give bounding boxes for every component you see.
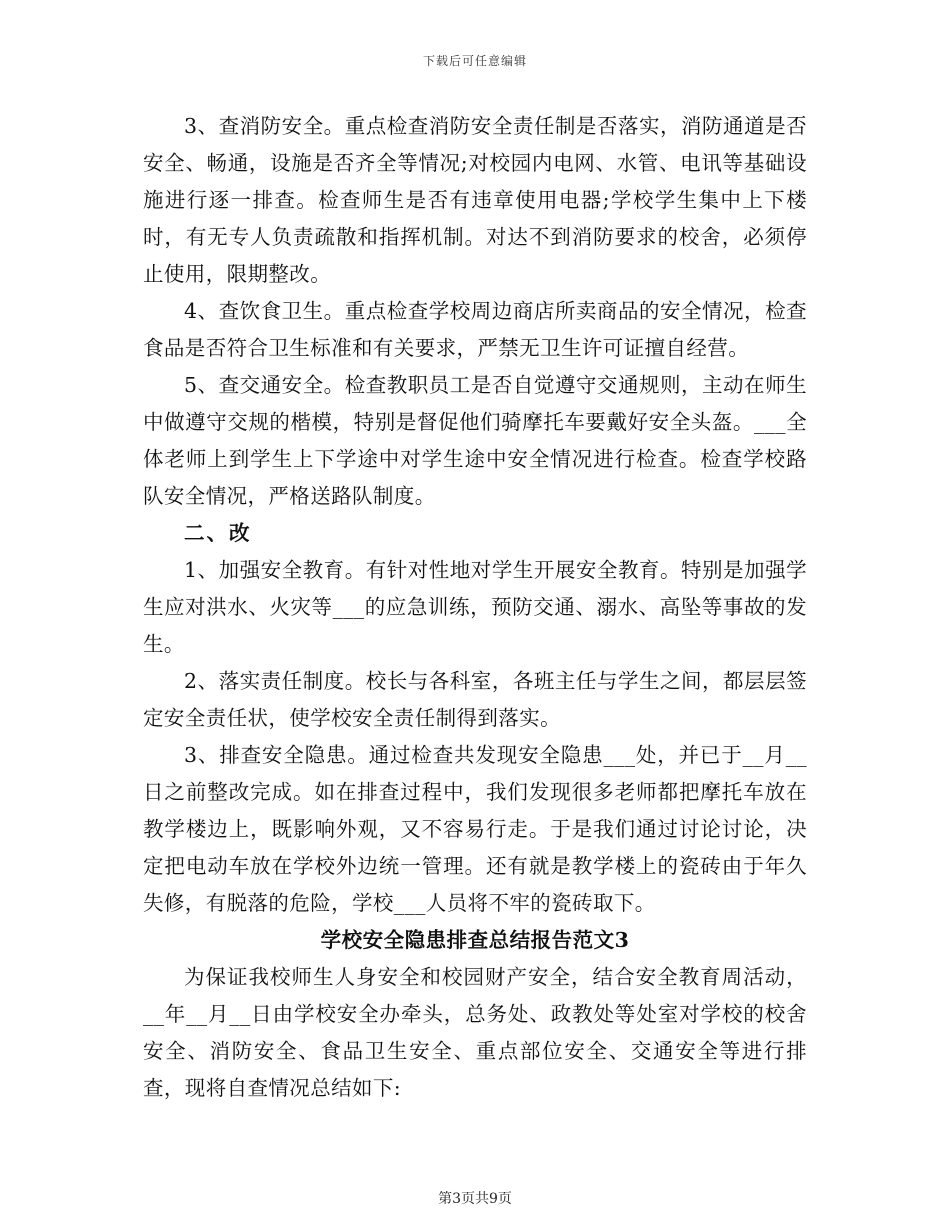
page-header: 下载后可任意编辑	[422, 54, 527, 68]
page-number: 第3页共9页	[438, 1191, 512, 1207]
paragraph-fire-safety: 3、查消防安全。重点检查消防安全责任制是否落实，消防通道是否安全、畅通，设施是否齐全等情况;对校园内电网、水管、电讯等基础设施进行逐一排查。检查师生是否有违章使用电器;学校学生集中上下楼时，有无专人负责疏散和指挥机制。对达不到消防要求的校舍，必须停止使用，限期整改。	[143, 114, 807, 286]
document-body	[143, 108, 807, 1107]
report-title: 学校安全隐患排查总结报告范文3	[320, 928, 630, 952]
paragraph-report-intro: 为保证我校师生人身安全和校园财产安全，结合安全教育周活动，__年__月__日由学校安全办牵头，总务处、政教处等处室对学校的校舍安全、消防安全、食品卫生安全、重点部位安全、交通安全等进行排查，现将自查情况总结如下:	[143, 965, 807, 1100]
paragraph-responsibility-system: 2、落实责任制度。校长与各科室，各班主任与学生之间，都层层签定安全责任状，使学校安全责任制得到落实。	[143, 669, 807, 730]
paragraph-safety-education: 1、加强安全教育。有针对性地对学生开展安全教育。特别是加强学生应对洪水、火灾等___的应急训练，预防交通、溺水、高坠等事故的发生。	[143, 558, 807, 656]
paragraph-hazard-check: 3、排查安全隐患。通过检查共发现安全隐患___处，并已于__月__日之前整改完成。如在排查过程中，我们发现很多老师都把摩托车放在教学楼边上，既影响外观，又不容易行走。于是我们通过讨论讨论，决定把电动车放在学校外边统一管理。还有就是教学楼上的瓷砖由于年久失修，有脱落的危险，学校___人员将不牢的瓷砖取下。	[143, 743, 807, 915]
section-heading-rectify: 二、改	[184, 521, 252, 545]
paragraph-food-hygiene: 4、查饮食卫生。重点检查学校周边商店所卖商品的安全情况，检查食品是否符合卫生标准和有关要求，严禁无卫生许可证擅自经营。	[143, 299, 807, 360]
paragraph-traffic-safety: 5、查交通安全。检查教职员工是否自觉遵守交通规则，主动在师生中做遵守交规的楷模，特别是督促他们骑摩托车要戴好安全头盔。___全体老师上到学生上下学途中对学生途中安全情况进行检查。检查学校路队安全情况，严格送路队制度。	[143, 373, 807, 508]
